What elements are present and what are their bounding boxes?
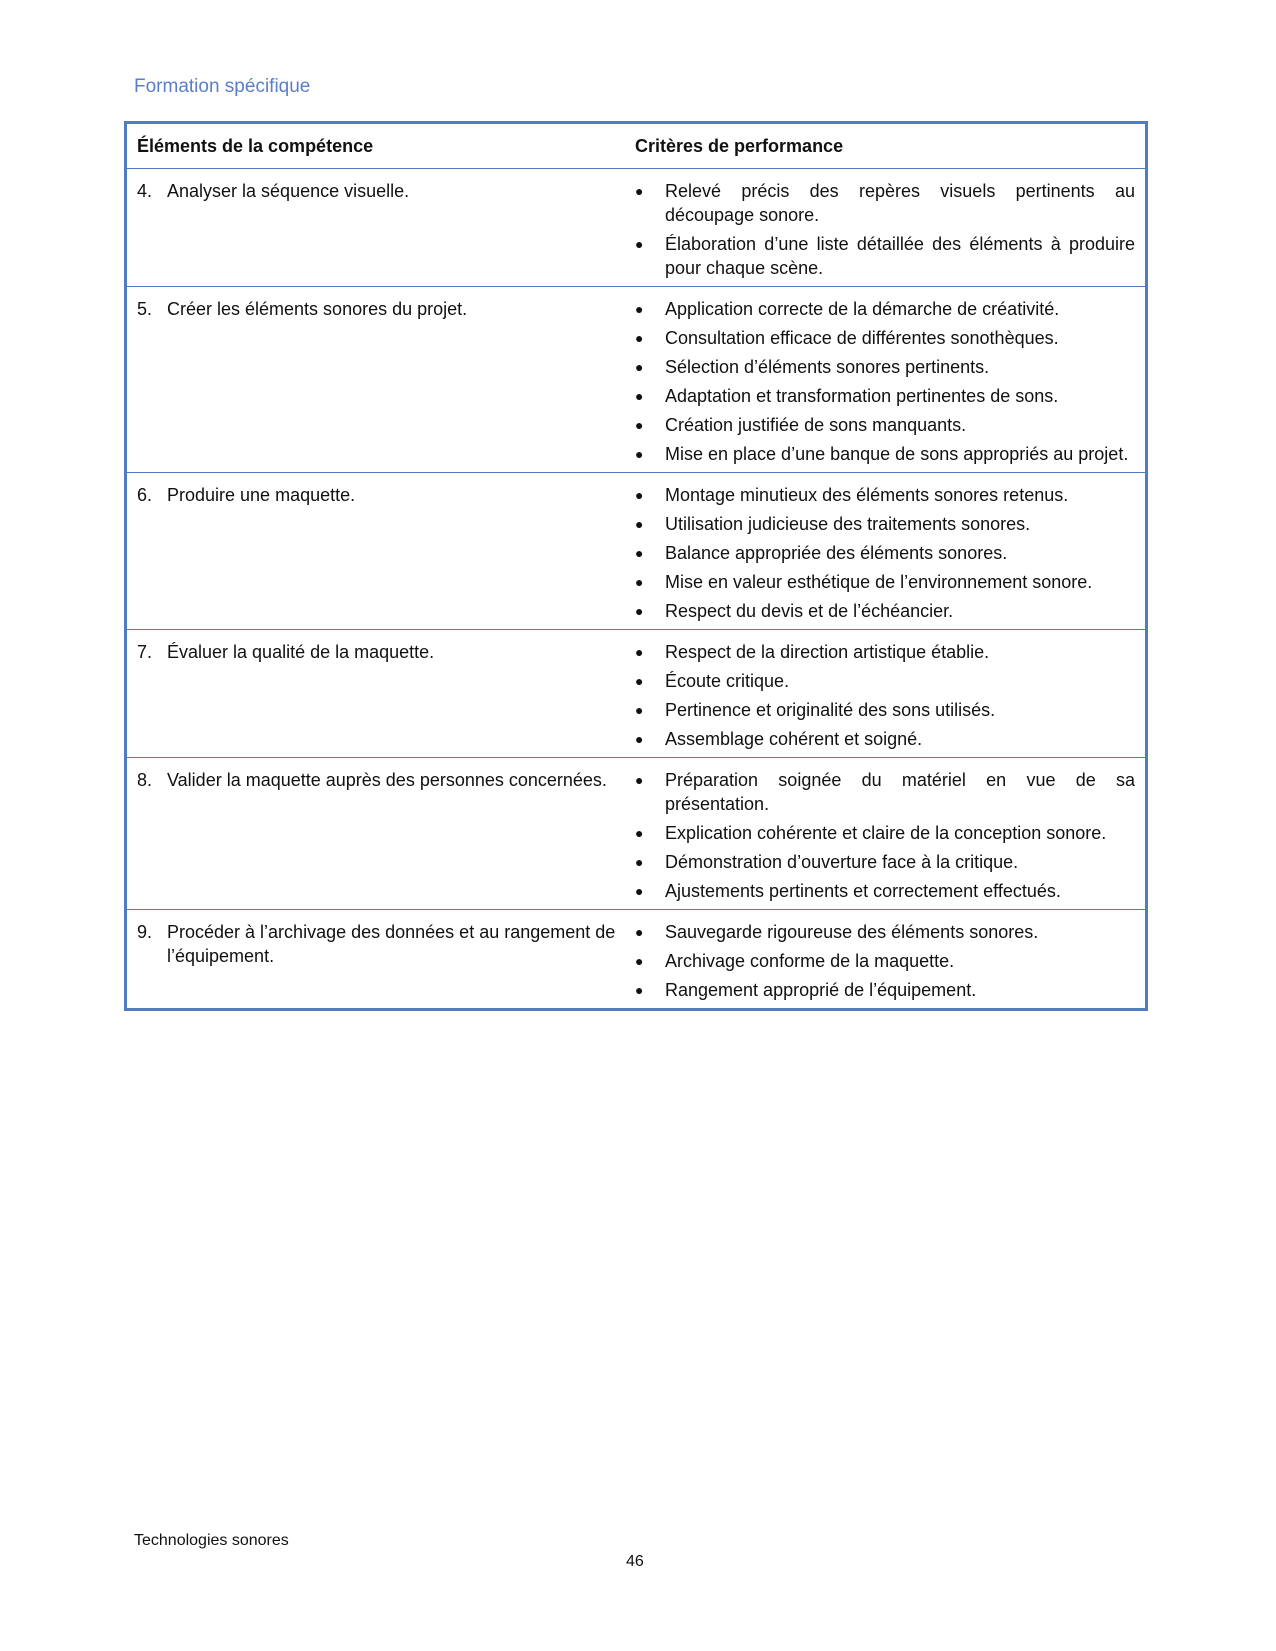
element-text: Procéder à l’archivage des données et au rangement de l’équipement. bbox=[167, 922, 616, 966]
bullet-icon: ● bbox=[635, 702, 644, 718]
criterion-text: Utilisation judicieuse des traitements sonores. bbox=[665, 514, 1031, 534]
criterion-text: Archivage conforme de la maquette. bbox=[665, 951, 955, 971]
criterion-item bbox=[635, 768, 1135, 816]
criterion-text: Mise en place d’une banque de sons appropriés au projet. bbox=[665, 444, 1129, 464]
table-row bbox=[127, 629, 1145, 757]
criterion-item bbox=[635, 821, 1135, 845]
bullet-icon: ● bbox=[635, 330, 644, 346]
criterion-item bbox=[635, 879, 1135, 903]
bullet-icon: ● bbox=[635, 924, 644, 940]
element-number: 6. bbox=[137, 485, 153, 505]
bullet-icon: ● bbox=[635, 854, 644, 870]
table-row bbox=[127, 757, 1145, 909]
criterion-item bbox=[635, 413, 1135, 437]
criterion-item bbox=[635, 669, 1135, 693]
competence-element bbox=[137, 768, 635, 792]
criterion-text: Sélection d’éléments sonores pertinents. bbox=[665, 357, 990, 377]
bullet-icon: ● bbox=[635, 236, 644, 252]
criterion-item bbox=[635, 355, 1135, 379]
bullet-icon: ● bbox=[635, 516, 644, 532]
criterion-item bbox=[635, 570, 1135, 594]
element-cell bbox=[127, 473, 635, 629]
criteria-cell bbox=[635, 473, 1145, 629]
criterion-text: Explication cohérente et claire de la conception sonore. bbox=[665, 823, 1107, 843]
bullet-icon: ● bbox=[635, 359, 644, 375]
competence-element bbox=[137, 640, 635, 664]
page-number: 46 bbox=[626, 1553, 644, 1570]
criterion-text: Rangement approprié de l’équipement. bbox=[665, 980, 977, 1000]
criterion-item bbox=[635, 384, 1135, 408]
criterion-item bbox=[635, 512, 1135, 536]
criterion-text: Relevé précis des repères visuels pertinents au découpage sonore. bbox=[665, 181, 1135, 225]
criterion-item bbox=[635, 727, 1135, 751]
criteria-cell bbox=[635, 630, 1145, 757]
criterion-text: Application correcte de la démarche de créativité. bbox=[665, 299, 1060, 319]
element-number: 9. bbox=[137, 922, 153, 942]
criterion-text: Élaboration d’une liste détaillée des éléments à produire pour chaque scène. bbox=[665, 234, 1135, 278]
criterion-item bbox=[635, 920, 1135, 944]
criterion-item bbox=[635, 978, 1135, 1002]
header-elements: Éléments de la compétence bbox=[137, 136, 374, 156]
bullet-icon: ● bbox=[635, 644, 644, 660]
criterion-item bbox=[635, 541, 1135, 565]
element-number: 7. bbox=[137, 642, 153, 662]
header-criteria: Critères de performance bbox=[635, 136, 844, 156]
criterion-text: Mise en valeur esthétique de l’environnement sonore. bbox=[665, 572, 1093, 592]
criterion-item bbox=[635, 599, 1135, 623]
bullet-icon: ● bbox=[635, 982, 644, 998]
element-cell bbox=[127, 630, 635, 757]
criterion-item bbox=[635, 179, 1135, 227]
element-text: Évaluer la qualité de la maquette. bbox=[167, 642, 435, 662]
criterion-text: Préparation soignée du matériel en vue de sa présentation. bbox=[665, 770, 1135, 814]
element-number: 8. bbox=[137, 770, 153, 790]
section-title: Formation spécifique bbox=[134, 76, 311, 97]
criterion-text: Sauvegarde rigoureuse des éléments sonores. bbox=[665, 922, 1039, 942]
criterion-text: Montage minutieux des éléments sonores retenus. bbox=[665, 485, 1069, 505]
table-body bbox=[127, 168, 1145, 1008]
criteria-cell bbox=[635, 910, 1145, 1008]
criterion-item bbox=[635, 949, 1135, 973]
element-cell bbox=[127, 758, 635, 909]
criterion-text: Ajustements pertinents et correctement effectués. bbox=[665, 881, 1061, 901]
bullet-icon: ● bbox=[635, 574, 644, 590]
element-number: 5. bbox=[137, 299, 153, 319]
criterion-text: Adaptation et transformation pertinentes de sons. bbox=[665, 386, 1059, 406]
criteria-cell bbox=[635, 287, 1145, 472]
competence-table bbox=[124, 121, 1148, 1011]
criterion-text: Pertinence et originalité des sons utilisés. bbox=[665, 700, 996, 720]
element-text: Analyser la séquence visuelle. bbox=[167, 181, 410, 201]
criterion-text: Respect de la direction artistique établie. bbox=[665, 642, 990, 662]
competence-element bbox=[137, 920, 635, 968]
criteria-cell bbox=[635, 758, 1145, 909]
bullet-icon: ● bbox=[635, 487, 644, 503]
competence-element bbox=[137, 297, 635, 321]
criteria-cell bbox=[635, 169, 1145, 286]
criterion-item bbox=[635, 326, 1135, 350]
criterion-text: Assemblage cohérent et soigné. bbox=[665, 729, 923, 749]
bullet-icon: ● bbox=[635, 545, 644, 561]
criterion-item bbox=[635, 232, 1135, 280]
criterion-text: Écoute critique. bbox=[665, 671, 790, 691]
criterion-item bbox=[635, 640, 1135, 664]
bullet-icon: ● bbox=[635, 417, 644, 433]
criterion-item bbox=[635, 442, 1135, 466]
table-row bbox=[127, 909, 1145, 1008]
bullet-icon: ● bbox=[635, 446, 644, 462]
criterion-text: Consultation efficace de différentes sonothèques. bbox=[665, 328, 1059, 348]
table-row bbox=[127, 168, 1145, 286]
table-header-row bbox=[127, 124, 1145, 168]
criterion-text: Démonstration d’ouverture face à la critique. bbox=[665, 852, 1019, 872]
footer-program: Technologies sonores bbox=[134, 1532, 289, 1549]
criterion-text: Création justifiée de sons manquants. bbox=[665, 415, 967, 435]
criterion-item bbox=[635, 850, 1135, 874]
bullet-icon: ● bbox=[635, 825, 644, 841]
bullet-icon: ● bbox=[635, 388, 644, 404]
table-row bbox=[127, 472, 1145, 629]
element-text: Produire une maquette. bbox=[167, 485, 356, 505]
bullet-icon: ● bbox=[635, 673, 644, 689]
element-cell bbox=[127, 910, 635, 1008]
bullet-icon: ● bbox=[635, 953, 644, 969]
bullet-icon: ● bbox=[635, 772, 644, 788]
criterion-text: Balance appropriée des éléments sonores. bbox=[665, 543, 1008, 563]
element-number: 4. bbox=[137, 181, 153, 201]
criterion-item bbox=[635, 297, 1135, 321]
element-cell bbox=[127, 169, 635, 286]
element-text: Créer les éléments sonores du projet. bbox=[167, 299, 468, 319]
criterion-item bbox=[635, 698, 1135, 722]
element-cell bbox=[127, 287, 635, 472]
bullet-icon: ● bbox=[635, 301, 644, 317]
criterion-item bbox=[635, 483, 1135, 507]
bullet-icon: ● bbox=[635, 183, 644, 199]
table-row bbox=[127, 286, 1145, 472]
bullet-icon: ● bbox=[635, 603, 644, 619]
competence-element bbox=[137, 483, 635, 507]
criterion-text: Respect du devis et de l’échéancier. bbox=[665, 601, 954, 621]
bullet-icon: ● bbox=[635, 883, 644, 899]
competence-element bbox=[137, 179, 635, 203]
element-text: Valider la maquette auprès des personnes concernées. bbox=[167, 770, 607, 790]
bullet-icon: ● bbox=[635, 731, 644, 747]
